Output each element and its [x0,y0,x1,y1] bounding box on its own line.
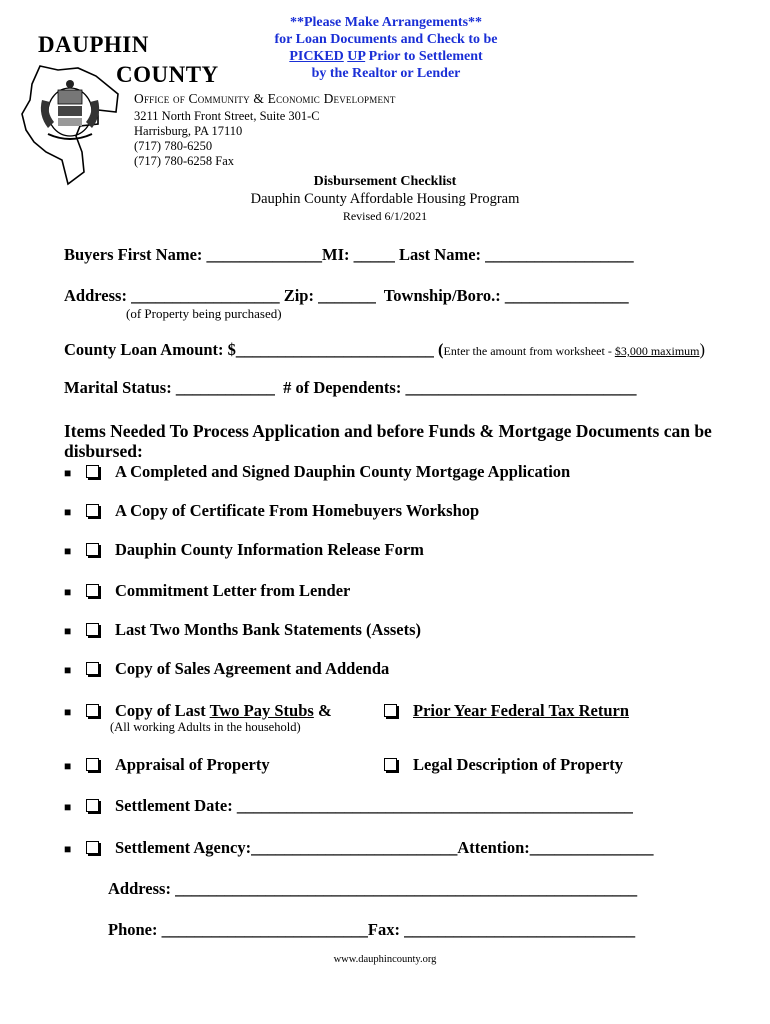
checkbox[interactable] [86,662,99,675]
items-heading: Items Needed To Process Application and before Funds & Mortgage Documents can be disbursed: [64,421,712,461]
checklist-item-tax-return[interactable] [384,701,629,721]
notice-line3 [256,48,516,65]
settlement-date-field[interactable]: Settlement Date: ________________________________________________ [115,796,633,815]
tax-return-label: Prior Year Federal Tax Return [413,701,629,720]
bullet-icon: ■ [64,585,72,599]
address-line-street: 3211 North Front Street, Suite 301-C [134,109,320,123]
document-title: Disbursement Checklist [313,174,457,189]
pickup-notice [256,14,516,82]
checklist-item-settlement-date[interactable] [64,796,633,816]
county-map-seal-logo [18,60,130,188]
checklist-item-paystubs[interactable] [64,701,332,721]
checklist-item[interactable] [64,659,389,679]
checklist-label: Copy of Sales Agreement and Addenda [115,659,390,678]
appraisal-label: Appraisal of Property [115,755,270,774]
office-name: Office of Community & Economic Development [134,91,396,106]
website-footer: www.dauphincounty.org [333,954,437,965]
checkbox[interactable] [86,841,99,854]
checklist-item[interactable] [64,581,350,601]
address-line-fax: (717) 780-6258 Fax [134,154,234,168]
notice-up: UP [347,49,366,64]
checklist-item[interactable] [64,501,479,521]
program-name: Dauphin County Affordable Housing Program [250,191,520,207]
checklist-label: Commitment Letter from Lender [115,581,351,600]
bullet-icon: ■ [64,705,72,719]
address-line-phone: (717) 780-6250 [134,139,213,153]
checkbox[interactable] [86,543,99,556]
paystubs-note: (All working Adults in the household) [110,720,301,734]
address-line-city: Harrisburg, PA 17110 [134,124,243,138]
paystubs-label-b: Two Pay Stubs [209,701,314,720]
checkbox[interactable] [86,623,99,636]
bullet-icon: ■ [64,624,72,638]
checkbox[interactable] [384,704,397,717]
settlement-agency-field[interactable]: Settlement Agency:_________________________Attention:_______________ [115,838,654,857]
loan-amount-field[interactable] [64,340,705,360]
bullet-icon: ■ [64,544,72,558]
paystubs-label-c: & [313,701,332,720]
address-fields[interactable]: Address: __________________ Zip: _______ Township/Boro.: _______________ [64,286,629,305]
notice-line2: for Loan Documents and Check to be [274,32,498,47]
bullet-icon: ■ [64,466,72,480]
checklist-item-appraisal[interactable] [64,755,270,775]
checklist-item[interactable] [64,462,570,482]
loan-note-open: ( [438,340,444,359]
county-name-line1: DAUPHIN [38,32,149,57]
revision-date: Revised 6/1/2021 [342,209,428,223]
notice-prior: Prior to Settlement [368,49,483,64]
loan-max: $3,000 maximum [614,344,700,358]
checklist-item[interactable] [64,620,421,640]
checklist-label: Dauphin County Information Release Form [115,540,424,559]
agency-phone-fax-field[interactable]: Phone: _________________________Fax: ____________________________ [108,920,636,939]
bullet-icon: ■ [64,800,72,814]
bullet-icon: ■ [64,663,72,677]
marital-dependents-fields[interactable]: Marital Status: ____________ # of Dependents: ____________________________ [64,378,637,397]
checklist-label: A Completed and Signed Dauphin County Mortgage Application [115,462,571,481]
checkbox[interactable] [86,504,99,517]
notice-line1: **Please Make Arrangements** [289,15,483,30]
bullet-icon: ■ [64,759,72,773]
buyer-name-fields[interactable]: Buyers First Name: ______________MI: _____ Last Name: __________________ [64,245,634,264]
checklist-item[interactable] [64,540,424,560]
loan-note-close: ) [699,340,705,359]
checkbox[interactable] [86,704,99,717]
checklist-item-settlement-agency[interactable] [64,838,654,858]
checklist-item-legal[interactable] [384,755,623,775]
county-name-line2: COUNTY [116,62,219,87]
loan-note: Enter the amount from worksheet - [443,344,615,358]
legal-label: Legal Description of Property [413,755,624,774]
loan-amount-label: County Loan Amount: $________________________ [64,340,439,359]
notice-picked: PICKED [289,49,344,64]
bullet-icon: ■ [64,842,72,856]
office-address [134,109,320,169]
checklist-label: A Copy of Certificate From Homebuyers Workshop [115,501,480,520]
checkbox[interactable] [384,758,397,771]
property-note: (of Property being purchased) [126,306,282,321]
bullet-icon: ■ [64,505,72,519]
paystubs-label-a: Copy of Last [115,701,210,720]
checkbox[interactable] [86,758,99,771]
checkbox[interactable] [86,465,99,478]
checkbox[interactable] [86,584,99,597]
checklist-label: Last Two Months Bank Statements (Assets) [115,620,422,639]
checkbox[interactable] [86,799,99,812]
agency-address-field[interactable]: Address: ________________________________________________________ [108,879,638,898]
notice-line4: by the Realtor or Lender [311,66,461,81]
